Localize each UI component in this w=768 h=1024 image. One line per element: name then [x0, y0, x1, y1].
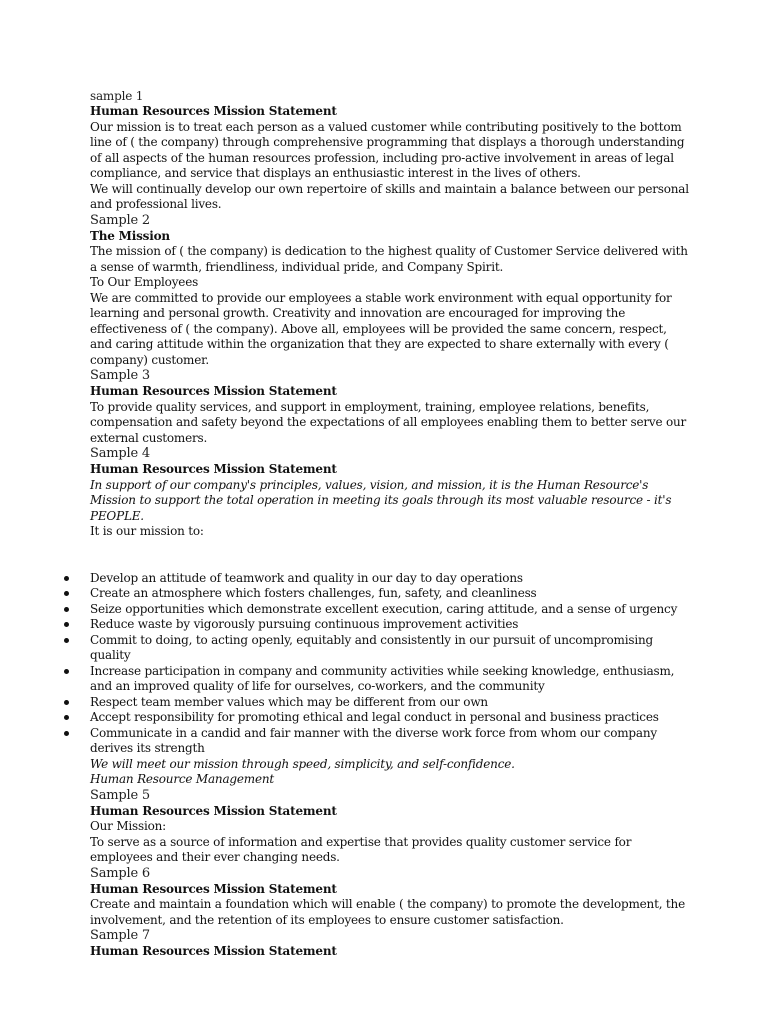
list-item [90, 710, 690, 726]
bullet-icon [64, 607, 69, 612]
signature: Human Resource Management [90, 772, 275, 786]
intro-paragraph: In support of our company's principles, values, vision, and mission, it is the Human Resource's Mission to support the total operation in meeting its goals through its most valuable resource - it's PEOPLE. [90, 477, 672, 523]
list-item-text: Increase participation in company and community activities while seeking knowledge, enthusiasm, and an improved quality of life for ourselves, co-workers, and the community [90, 663, 675, 693]
bullet-icon [64, 700, 69, 705]
list-item-text: Communicate in a candid and fair manner with the diverse work force from whom our company derives its strength [90, 725, 657, 755]
sample-label: sample 1 [90, 89, 144, 103]
list-item [90, 586, 690, 602]
document-page [90, 88, 690, 960]
list-item-text: Respect team member values which may be different from our own [90, 694, 488, 709]
paragraph: To serve as a source of information and expertise that provides quality customer service for employees and their ever changing needs. [90, 834, 632, 864]
section-heading: Human Resources Mission Statement [90, 104, 337, 118]
list-item [90, 571, 690, 587]
bullet-icon [64, 622, 69, 627]
list-item [90, 726, 690, 757]
sample-2-section [90, 213, 690, 369]
paragraph: We are committed to provide our employees a stable work environment with equal opportunity for learning and personal growth. Creativity and innovation are encouraged for improving the effectiveness of ( the company). Above all, employees will be provided the same concern, respect, and caring attitude within the organization that they are expected to share externally with every ( company) customer. [90, 290, 672, 367]
closing-statement: We will meet our mission through speed, simplicity, and self-confidence. [90, 756, 515, 771]
list-item-text: Commit to doing, to acting openly, equitably and consistently in our pursuit of uncompromising quality [90, 632, 653, 662]
paragraph: To provide quality services, and support in employment, training, employee relations, benefits, compensation and safety beyond the expectations of all employees enabling them to better serve our external customers. [90, 399, 687, 445]
list-item [90, 695, 690, 711]
paragraph: Create and maintain a foundation which will enable ( the company) to promote the development, the involvement, and the retention of its employees to ensure customer satisfaction. [90, 897, 685, 927]
sample-label: Sample 6 [90, 865, 150, 881]
section-heading: Human Resources Mission Statement [90, 944, 337, 958]
list-item [90, 617, 690, 633]
list-item-text: Accept responsibility for promoting ethical and legal conduct in personal and business practices [90, 710, 659, 724]
bullet-icon [64, 669, 69, 674]
subheading: Our Mission: [90, 819, 166, 833]
list-item-text: Reduce waste by vigorously pursuing continuous improvement activities [90, 617, 519, 631]
bullet-icon [64, 715, 69, 720]
sample-label: Sample 3 [90, 368, 150, 383]
bullet-icon [64, 638, 69, 643]
section-heading: Human Resources Mission Statement [90, 384, 337, 398]
list-item [90, 664, 690, 695]
paragraph: The mission of ( the company) is dedication to the highest quality of Customer Service delivered with a sense of warmth, friendliness, individual pride, and Company Spirit. [90, 244, 688, 274]
sample-5-section [90, 788, 690, 866]
list-item-text: Develop an attitude of teamwork and quality in our day to day operations [90, 570, 523, 585]
mission-bullet-list [90, 571, 690, 757]
spacer [90, 540, 690, 571]
bullet-icon [64, 591, 69, 596]
sample-1-section [90, 88, 690, 213]
section-heading: Human Resources Mission Statement [90, 462, 337, 476]
intro-plain: It is our mission to: [90, 524, 204, 538]
paragraph: We will continually develop our own repertoire of skills and maintain a balance between our personal and professional lives. [90, 181, 689, 211]
bullet-icon [64, 576, 69, 581]
list-item-text: Create an atmosphere which fosters challenges, fun, safety, and cleanliness [90, 586, 537, 600]
list-item [90, 602, 690, 618]
sample-label: Sample 4 [90, 446, 150, 461]
section-heading: The Mission [90, 228, 170, 243]
bullet-icon [64, 731, 69, 736]
section-heading: Human Resources Mission Statement [90, 881, 337, 896]
sample-4-section [90, 446, 690, 788]
section-heading: Human Resources Mission Statement [90, 803, 337, 818]
paragraph: Our mission is to treat each person as a valued customer while contributing positively to the bottom line of ( the company) through comprehensive programming that displays a thorough understanding of all aspects of the human resources profession, including pro-active involvement in areas of legal compliance, and service that displays an enthusiastic interest in the lives of others. [90, 119, 685, 180]
sample-label: Sample 2 [90, 212, 150, 228]
list-item-text: Seize opportunities which demonstrate excellent execution, caring attitude, and a sense of urgency [90, 601, 678, 616]
sample-6-section [90, 866, 690, 929]
sample-label: Sample 5 [90, 787, 150, 803]
sample-label: Sample 7 [90, 928, 150, 943]
list-item [90, 633, 690, 664]
sample-3-section [90, 368, 690, 446]
subheading: To Our Employees [90, 275, 199, 289]
sample-7-section [90, 928, 690, 960]
